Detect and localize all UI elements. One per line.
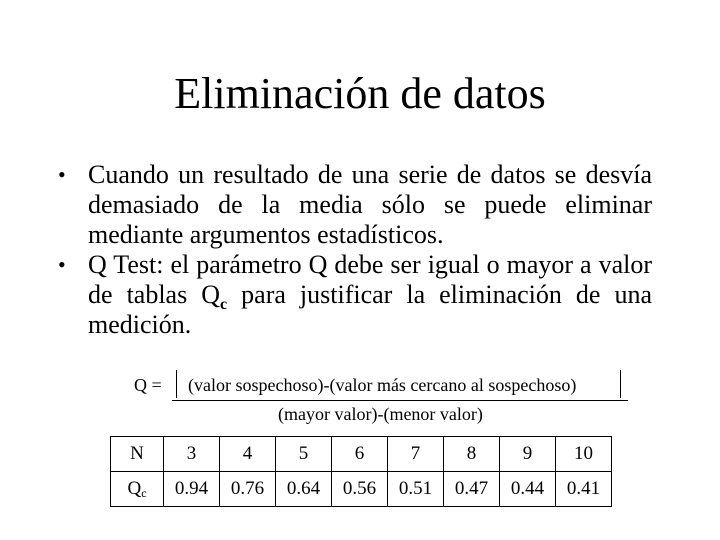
table-cell: 0.64	[276, 472, 332, 507]
absolute-bar-left	[176, 370, 177, 398]
table-cell: 0.94	[164, 472, 220, 507]
absolute-bar-right	[620, 370, 621, 398]
table-cell: 0.76	[220, 472, 276, 507]
table-cell: 9	[500, 437, 556, 472]
row-label-qc	[111, 472, 164, 507]
table-cell: 0.44	[500, 472, 556, 507]
table-cell: 0.47	[444, 472, 500, 507]
table-cell: 6	[332, 437, 388, 472]
bullet-text-end: para justificar la eliminación de una medición.	[88, 280, 652, 339]
table-cell: 5	[276, 437, 332, 472]
row-label-q: Q	[127, 477, 142, 499]
q-test-formula	[134, 370, 634, 430]
bullet-icon: •	[58, 162, 66, 187]
formula-denominator: (mayor valor)-(menor valor)	[278, 404, 483, 424]
formula-numerator: (valor sospechoso)-(valor más cercano al sospechoso)	[188, 375, 577, 395]
bullet-text-start: Q Test: el parámetro Q debe ser igual o mayor a valor de tablas Q	[88, 250, 652, 309]
bullet-icon: •	[58, 252, 66, 277]
table-cell: 3	[164, 437, 220, 472]
row-label-n: N	[111, 437, 164, 472]
slide-title: Eliminación de datos	[174, 69, 546, 118]
table-cell: 0.56	[332, 472, 388, 507]
bullet-subscript: c	[220, 296, 228, 313]
table-row-n	[111, 437, 612, 472]
table-cell: 4	[220, 437, 276, 472]
table-cell: 8	[444, 437, 500, 472]
table-cell: 0.51	[388, 472, 444, 507]
table-cell: 7	[388, 437, 444, 472]
table-cell: 10	[556, 437, 612, 472]
formula-lhs: Q =	[134, 375, 162, 395]
table-row-qc	[111, 472, 612, 507]
q-critical-table	[110, 436, 612, 507]
row-label-subscript: c	[141, 485, 147, 500]
bullet-item	[58, 160, 652, 250]
table-cell: 0.41	[556, 472, 612, 507]
bullet-item	[58, 250, 652, 340]
bullet-text: Cuando un resultado de una serie de datos se desvía demasiado de la media sólo se puede eliminar mediante argumentos estadísticos.	[88, 160, 652, 249]
bullet-list	[58, 160, 652, 340]
